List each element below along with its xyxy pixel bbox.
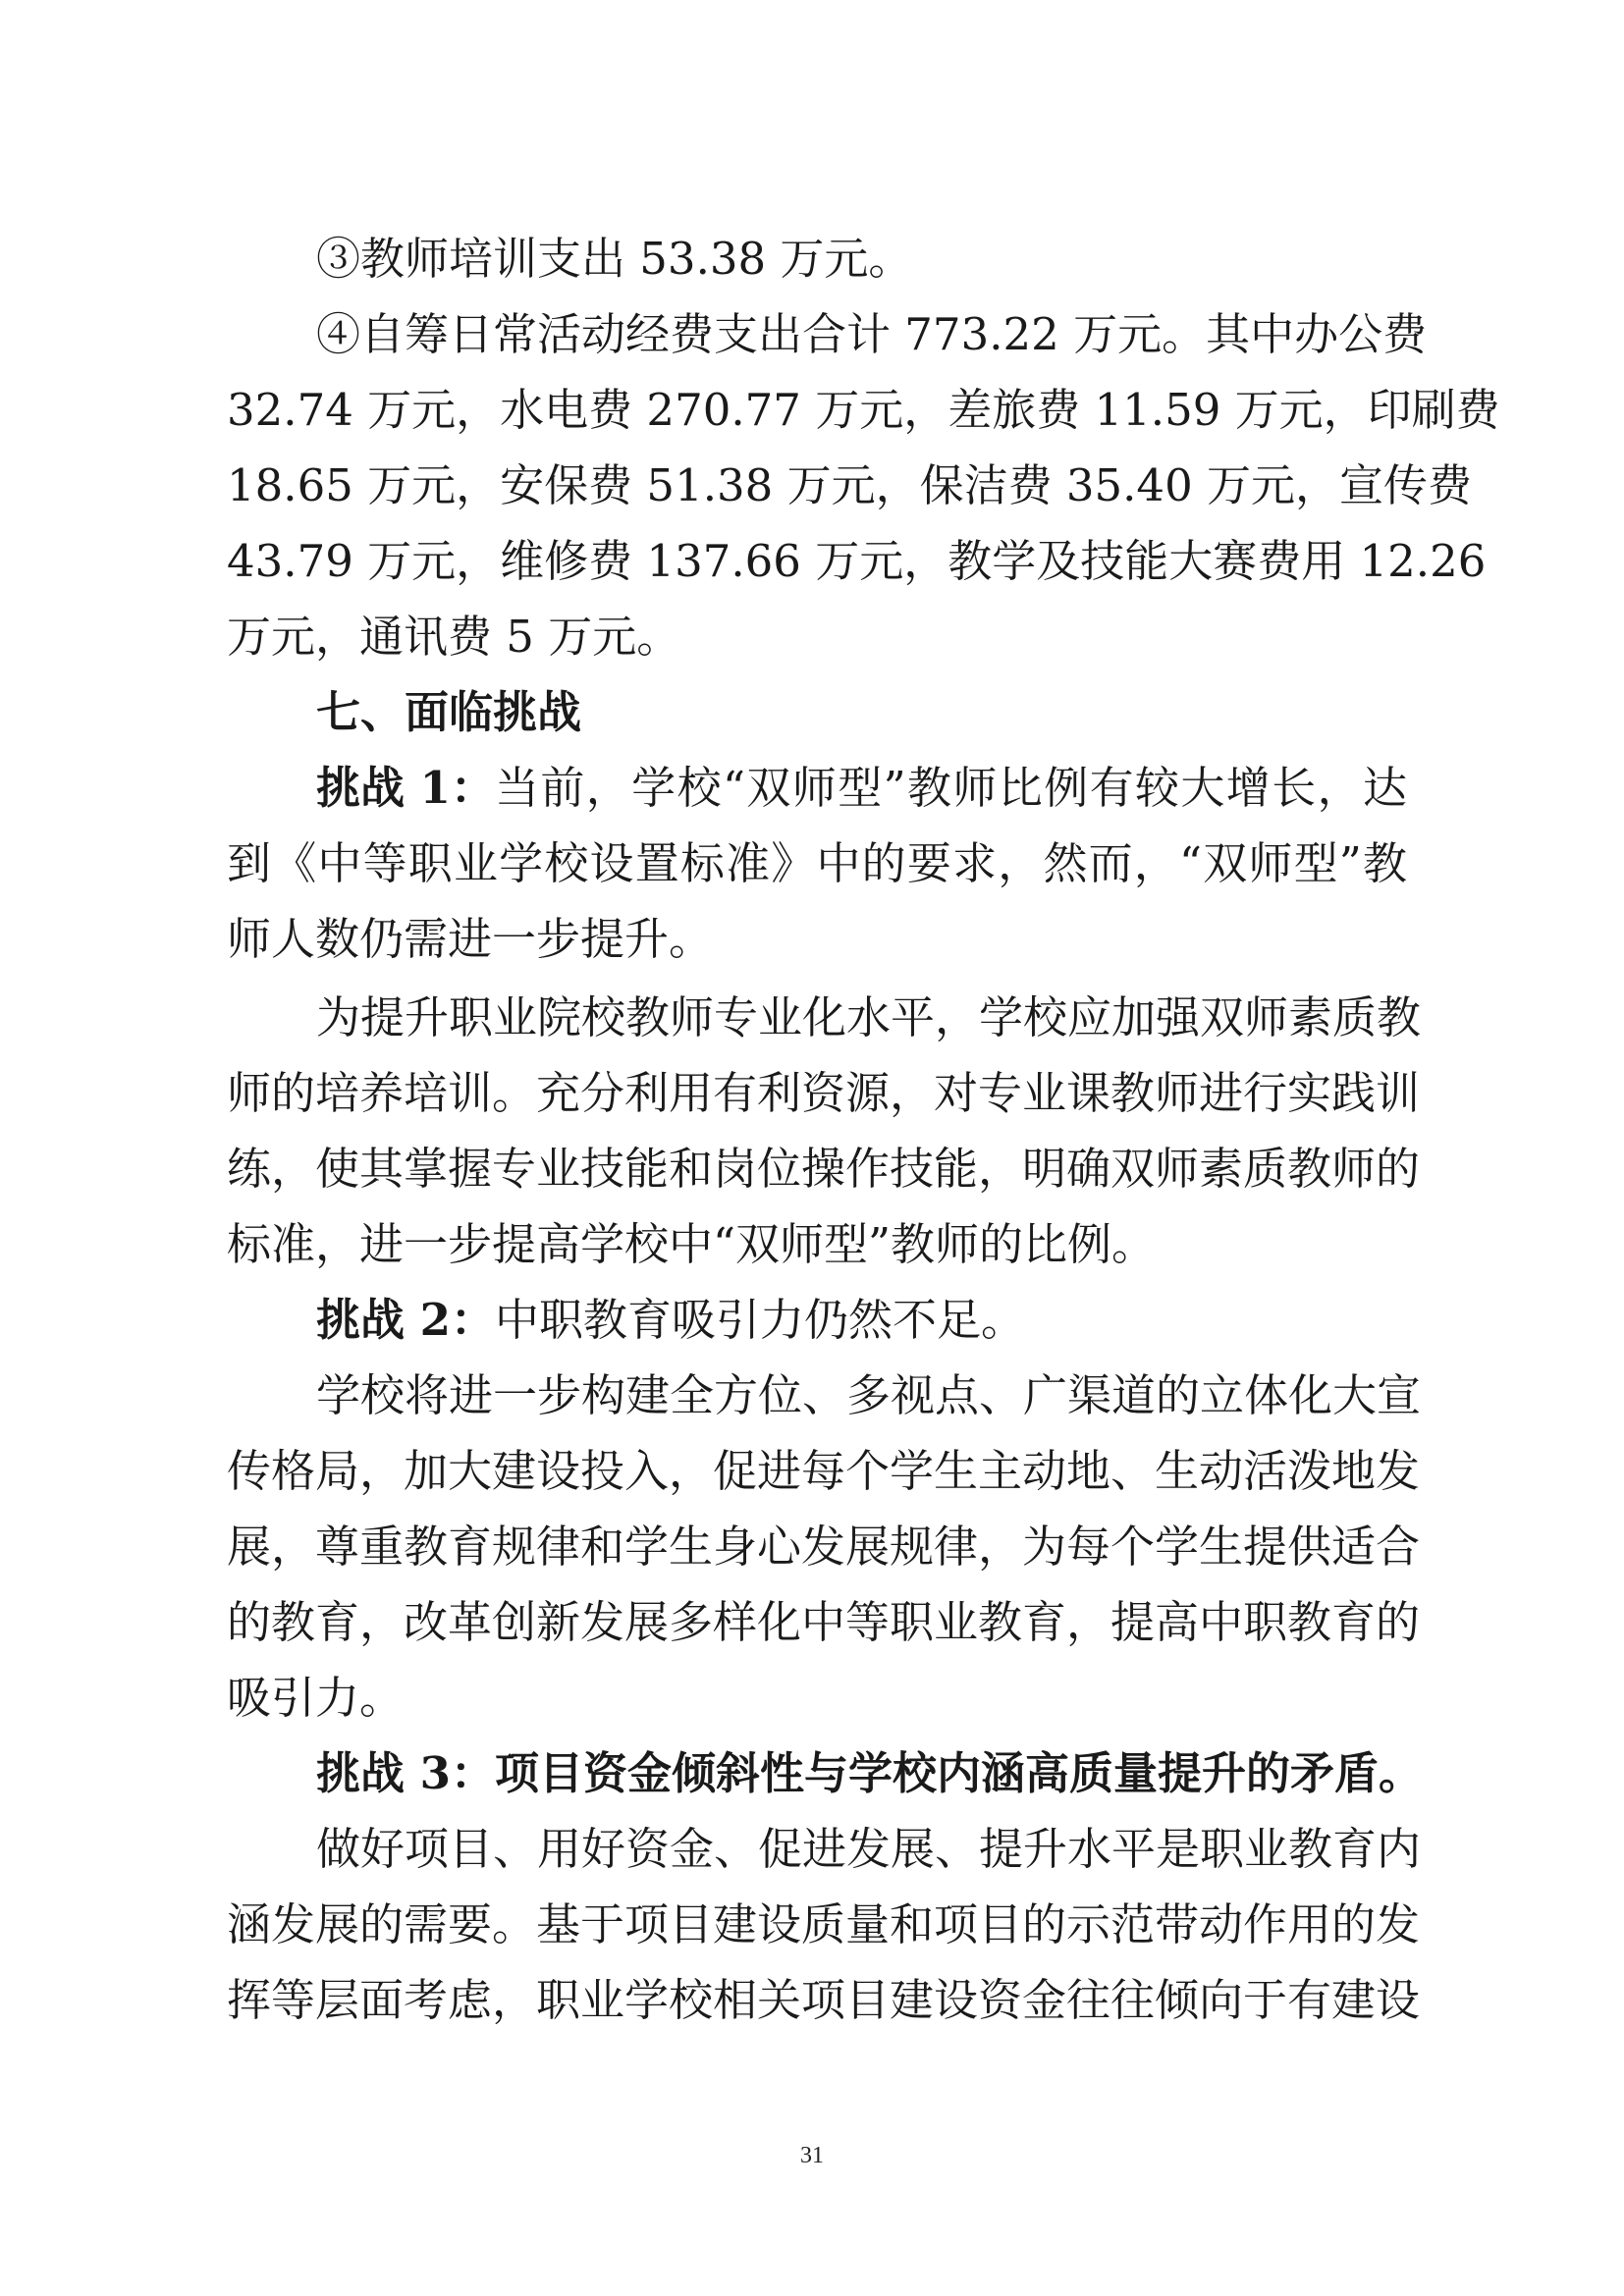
challenge-label: 挑战 2：	[316, 1294, 495, 1346]
challenge-text: 当前，学校“双师型”教师比例有较大增长，达	[494, 762, 1407, 814]
paragraph-line: 涵发展的需要。基于项目建设质量和项目的示范带动作用的发	[227, 1898, 1421, 1950]
paragraph-line: 传格局，加大建设投入，促进每个学生主动地、生动活泼地发	[227, 1445, 1421, 1497]
paragraph-line: 的教育，改革创新发展多样化中等职业教育，提高中职教育的	[227, 1596, 1421, 1648]
paragraph-line: 18.65 万元，安保费 51.38 万元，保洁费 35.40 万元，宣传费	[227, 459, 1472, 511]
paragraph-line: 做好项目、用好资金、促进发展、提升水平是职业教育内	[316, 1823, 1422, 1875]
paragraph-line: 学校将进一步构建全方位、多视点、广渠道的立体化大宣	[316, 1369, 1422, 1421]
section-heading: 七、面临挑战	[316, 686, 582, 738]
paragraph-line: 展，尊重教育规律和学生身心发展规律，为每个学生提供适合	[227, 1521, 1421, 1573]
paragraph-line: 挥等层面考虑，职业学校相关项目建设资金往往倾向于有建设	[227, 1974, 1421, 2026]
page-number: 31	[800, 2143, 824, 2168]
challenge-1-line	[316, 763, 1407, 814]
paragraph-line: 练，使其掌握专业技能和岗位操作技能，明确双师素质教师的	[227, 1143, 1421, 1195]
paragraph-line: ④自筹日常活动经费支出合计 773.22 万元。其中办公费	[316, 308, 1428, 360]
challenge-label: 挑战 1：	[316, 762, 495, 814]
challenge-2-line	[316, 1295, 1025, 1346]
challenge-3-line: 挑战 3：项目资金倾斜性与学校内涵高质量提升的矛盾。	[316, 1747, 1423, 1799]
paragraph-line: 43.79 万元，维修费 137.66 万元，教学及技能大赛费用 12.26	[227, 535, 1487, 587]
paragraph-line: 师的培养培训。充分利用有利资源，对专业课教师进行实践训	[227, 1067, 1421, 1119]
paragraph-line: 师人数仍需进一步提升。	[227, 913, 714, 965]
paragraph-line: ③教师培训支出 53.38 万元。	[316, 233, 913, 285]
paragraph-line: 到《中等职业学校设置标准》中的要求，然而，“双师型”教	[227, 837, 1407, 889]
paragraph-line: 万元，通讯费 5 万元。	[227, 611, 681, 663]
challenge-text: 中职教育吸引力仍然不足。	[494, 1294, 1025, 1346]
paragraph-line: 为提升职业院校教师专业化水平，学校应加强双师素质教	[316, 991, 1422, 1043]
paragraph-line: 标准，进一步提高学校中“双师型”教师的比例。	[227, 1218, 1157, 1270]
paragraph-line: 吸引力。	[227, 1672, 405, 1724]
paragraph-line: 32.74 万元，水电费 270.77 万元，差旅费 11.59 万元，印刷费	[227, 384, 1500, 436]
